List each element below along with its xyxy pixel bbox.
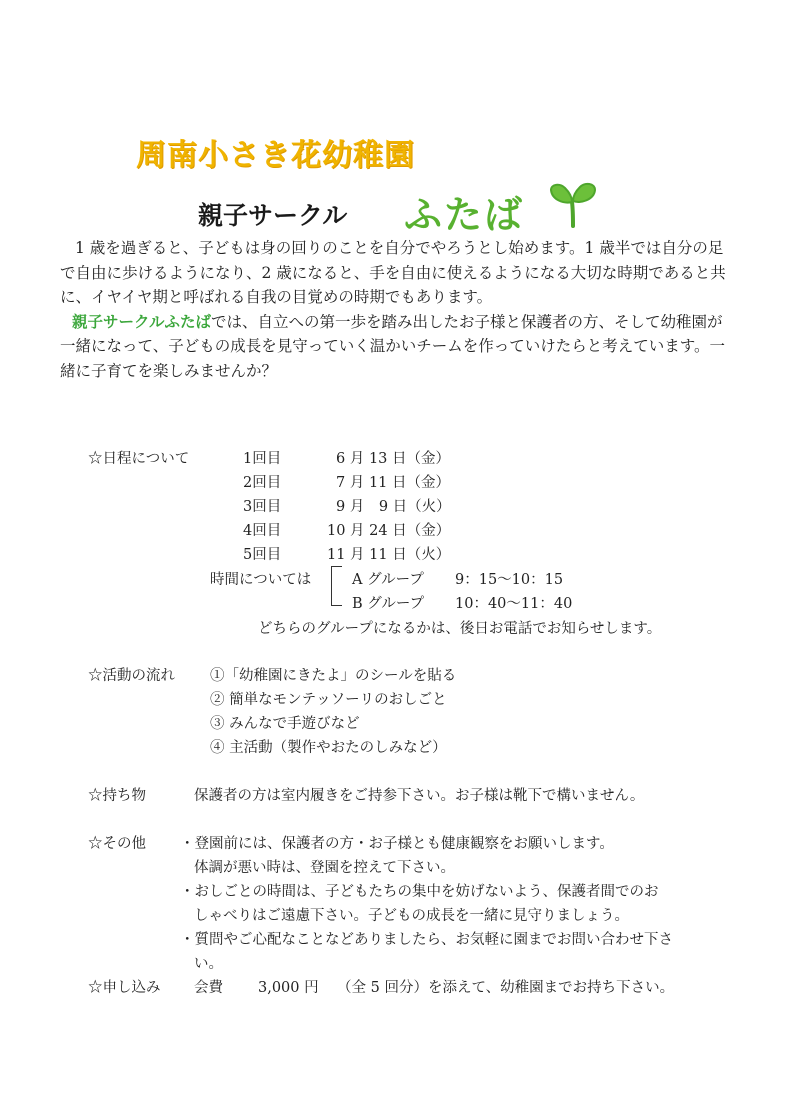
apply-label: ☆申し込み	[88, 980, 161, 996]
session-date: 11 月 11 日（火）	[327, 547, 451, 563]
activities-label: ☆活動の流れ	[88, 668, 175, 684]
group-time: 10：40～11：40	[455, 596, 573, 612]
session-num: 3回目	[243, 499, 282, 515]
intro-text	[60, 236, 732, 383]
other-line: ・登園前には、保護者の方・お子様とも健康観察をお願いします。	[180, 836, 614, 852]
school-name: 周南小さき花幼稚園	[136, 138, 415, 173]
activity-item: ③ みんなで手遊びなど	[210, 716, 360, 732]
group-time: 9：15～10：15	[455, 572, 564, 588]
other-line: 体調が悪い時は、登園を控えて下さい。	[194, 860, 455, 876]
session-date: 6 月 13 日（金）	[336, 451, 451, 467]
belongings-text: 保護者の方は室内履きをご持参下さい。お子様は靴下で構いません。	[194, 788, 645, 804]
session-num: 2回目	[243, 475, 282, 491]
intro-paragraph-2-text: では、自立への第一歩を踏み出したお子様と保護者の方、そして幼稚園が一緒になって、子どもの成長を見守っていく温かいチームを作っていけたらと考えています。一緒に子育てを楽しみませんか？	[60, 312, 725, 380]
session-date: 10 月 24 日（金）	[327, 523, 451, 539]
intro-paragraph-2	[60, 310, 732, 384]
group-bracket	[331, 566, 342, 606]
other-label: ☆その他	[88, 836, 146, 852]
activity-item: ④ 主活動（製作やおたのしみなど）	[210, 740, 447, 756]
activity-item: ①「幼稚園にきたよ」のシールを貼る	[210, 668, 457, 684]
other-line: い。	[194, 956, 223, 972]
fee-label: 会費	[194, 980, 223, 996]
highlight-circle-name: 親子サークルふたば	[72, 312, 212, 331]
schedule-label: ☆日程について	[88, 451, 190, 467]
other-line: しゃべりはご遠慮下さい。子どもの成長を一緒に見守りましょう。	[194, 908, 629, 924]
group-name: B グループ	[352, 596, 425, 612]
intro-paragraph-1: 1 歳を過ぎると、子どもは身の回りのことを自分でやろうとし始めます。1 歳半では自分の足で自由に歩けるようになり、2 歳になると、手を自由に使えるようになる大切な時期であると共に、イヤイヤ期と呼ばれる自我の目覚めの時期でもあります。	[60, 239, 726, 306]
group-name: A グループ	[352, 572, 424, 588]
circle-label: 親子サークル	[198, 201, 348, 230]
time-label: 時間については	[210, 572, 312, 588]
session-num: 5回目	[243, 547, 282, 563]
session-num: 1回目	[243, 451, 282, 467]
session-date: 7 月 11 日（金）	[336, 475, 451, 491]
session-num: 4回目	[243, 523, 282, 539]
group-note: どちらのグループになるかは、後日お電話でお知らせします。	[258, 621, 662, 637]
belongings-label: ☆持ち物	[88, 788, 146, 804]
fee-amount: 3,000 円	[258, 980, 319, 996]
sprout-icon	[548, 180, 598, 228]
other-line: ・おしごとの時間は、子どもたちの集中を妨げないよう、保護者間でのお	[180, 884, 659, 900]
activity-item: ② 簡単なモンテッソーリのおしごと	[210, 692, 447, 708]
apply-text: （全 5 回分）を添えて、幼稚園までお持ち下さい。	[337, 980, 675, 996]
session-date: 9 月 9 日（火）	[336, 499, 451, 515]
circle-name: ふたば	[404, 193, 525, 237]
other-line: ・質問やご心配なことなどありましたら、お気軽に園までお問い合わせ下さ	[180, 932, 673, 948]
